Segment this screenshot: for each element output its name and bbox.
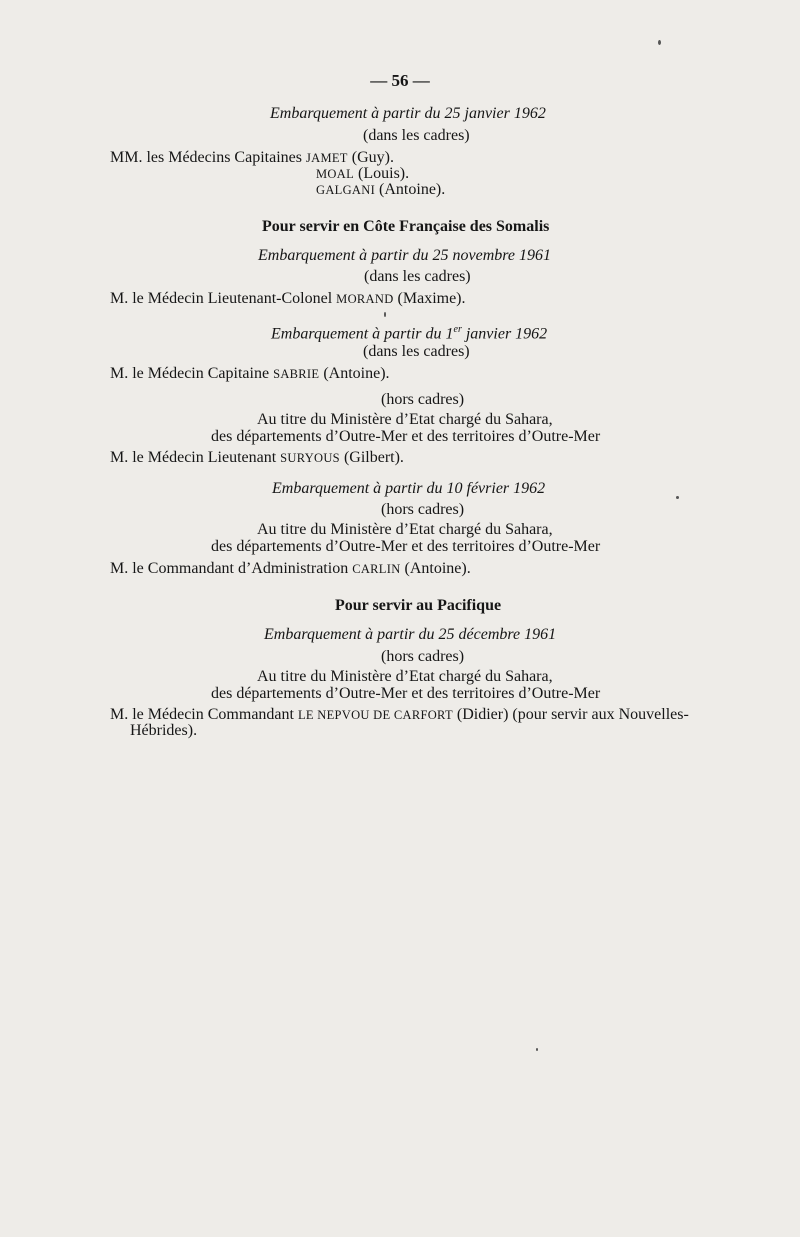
assignment-line: GALGANI (Antoine). [316, 181, 446, 198]
embarkation-date-line: Embarquement à partir du 1er janvier 1962 [271, 324, 548, 343]
assignment-line: M. le Médecin Lieutenant SURYOUS (Gilbert). [110, 449, 404, 466]
embarkation-date-line: Embarquement à partir du 25 janvier 1962 [270, 105, 546, 122]
surname: MORAND [336, 292, 394, 306]
surname: GALGANI [316, 183, 376, 197]
assignment-line: M. le Médecin Lieutenant-Colonel MORAND (Maxime). [110, 290, 466, 307]
embarkation-date-line: Embarquement à partir du 25 décembre 1961 [264, 626, 557, 643]
page-number: — 56 — [370, 71, 430, 90]
surname: JAMET [305, 151, 348, 165]
ministry-line: Au titre du Ministère d’Etat chargé du Sahara, [257, 668, 553, 685]
assignment-line: M. le Médecin Capitaine SABRIE (Antoine). [110, 365, 390, 382]
ministry-line: des départements d’Outre-Mer et des territoires d’Outre-Mer [211, 538, 601, 555]
ministry-line: Au titre du Ministère d’Etat chargé du Sahara, [257, 411, 553, 428]
assignment-line: MM. les Médecins Capitaines JAMET (Guy). [110, 149, 394, 166]
status-line: (hors cadres) [381, 501, 465, 518]
surname: LE NEPVOU DE CARFORT [297, 708, 453, 722]
surname: MOAL [316, 167, 355, 181]
surname: CARLIN [352, 562, 401, 576]
section-heading: Pour servir au Pacifique [335, 597, 502, 614]
status-line: (hors cadres) [381, 391, 465, 408]
status-line: (dans les cadres) [364, 268, 471, 285]
scan-speck [384, 312, 386, 317]
scan-speck [658, 40, 661, 45]
assignment-continuation: Hébrides). [130, 722, 198, 739]
status-line: (dans les cadres) [363, 127, 470, 144]
section-heading: Pour servir en Côte Française des Somalis [262, 218, 550, 235]
surname: SABRIE [273, 367, 320, 381]
embarkation-date-line: Embarquement à partir du 10 février 1962 [272, 480, 546, 497]
scan-speck [536, 1048, 538, 1051]
status-line: (dans les cadres) [363, 343, 470, 360]
status-line: (hors cadres) [381, 648, 465, 665]
ministry-line: Au titre du Ministère d’Etat chargé du Sahara, [257, 521, 553, 538]
scan-speck [676, 496, 679, 499]
assignment-line: M. le Médecin Commandant LE NEPVOU DE CARFORT (Didier) (pour servir aux Nouvelles- [110, 706, 689, 723]
assignment-line: MOAL (Louis). [316, 165, 410, 182]
surname: SURYOUS [280, 451, 340, 465]
ministry-line: des départements d’Outre-Mer et des territoires d’Outre-Mer [211, 685, 601, 702]
ministry-line: des départements d’Outre-Mer et des territoires d’Outre-Mer [211, 428, 601, 445]
assignment-line: M. le Commandant d’Administration CARLIN (Antoine). [110, 560, 471, 577]
embarkation-date-line: Embarquement à partir du 25 novembre 1961 [258, 247, 551, 264]
